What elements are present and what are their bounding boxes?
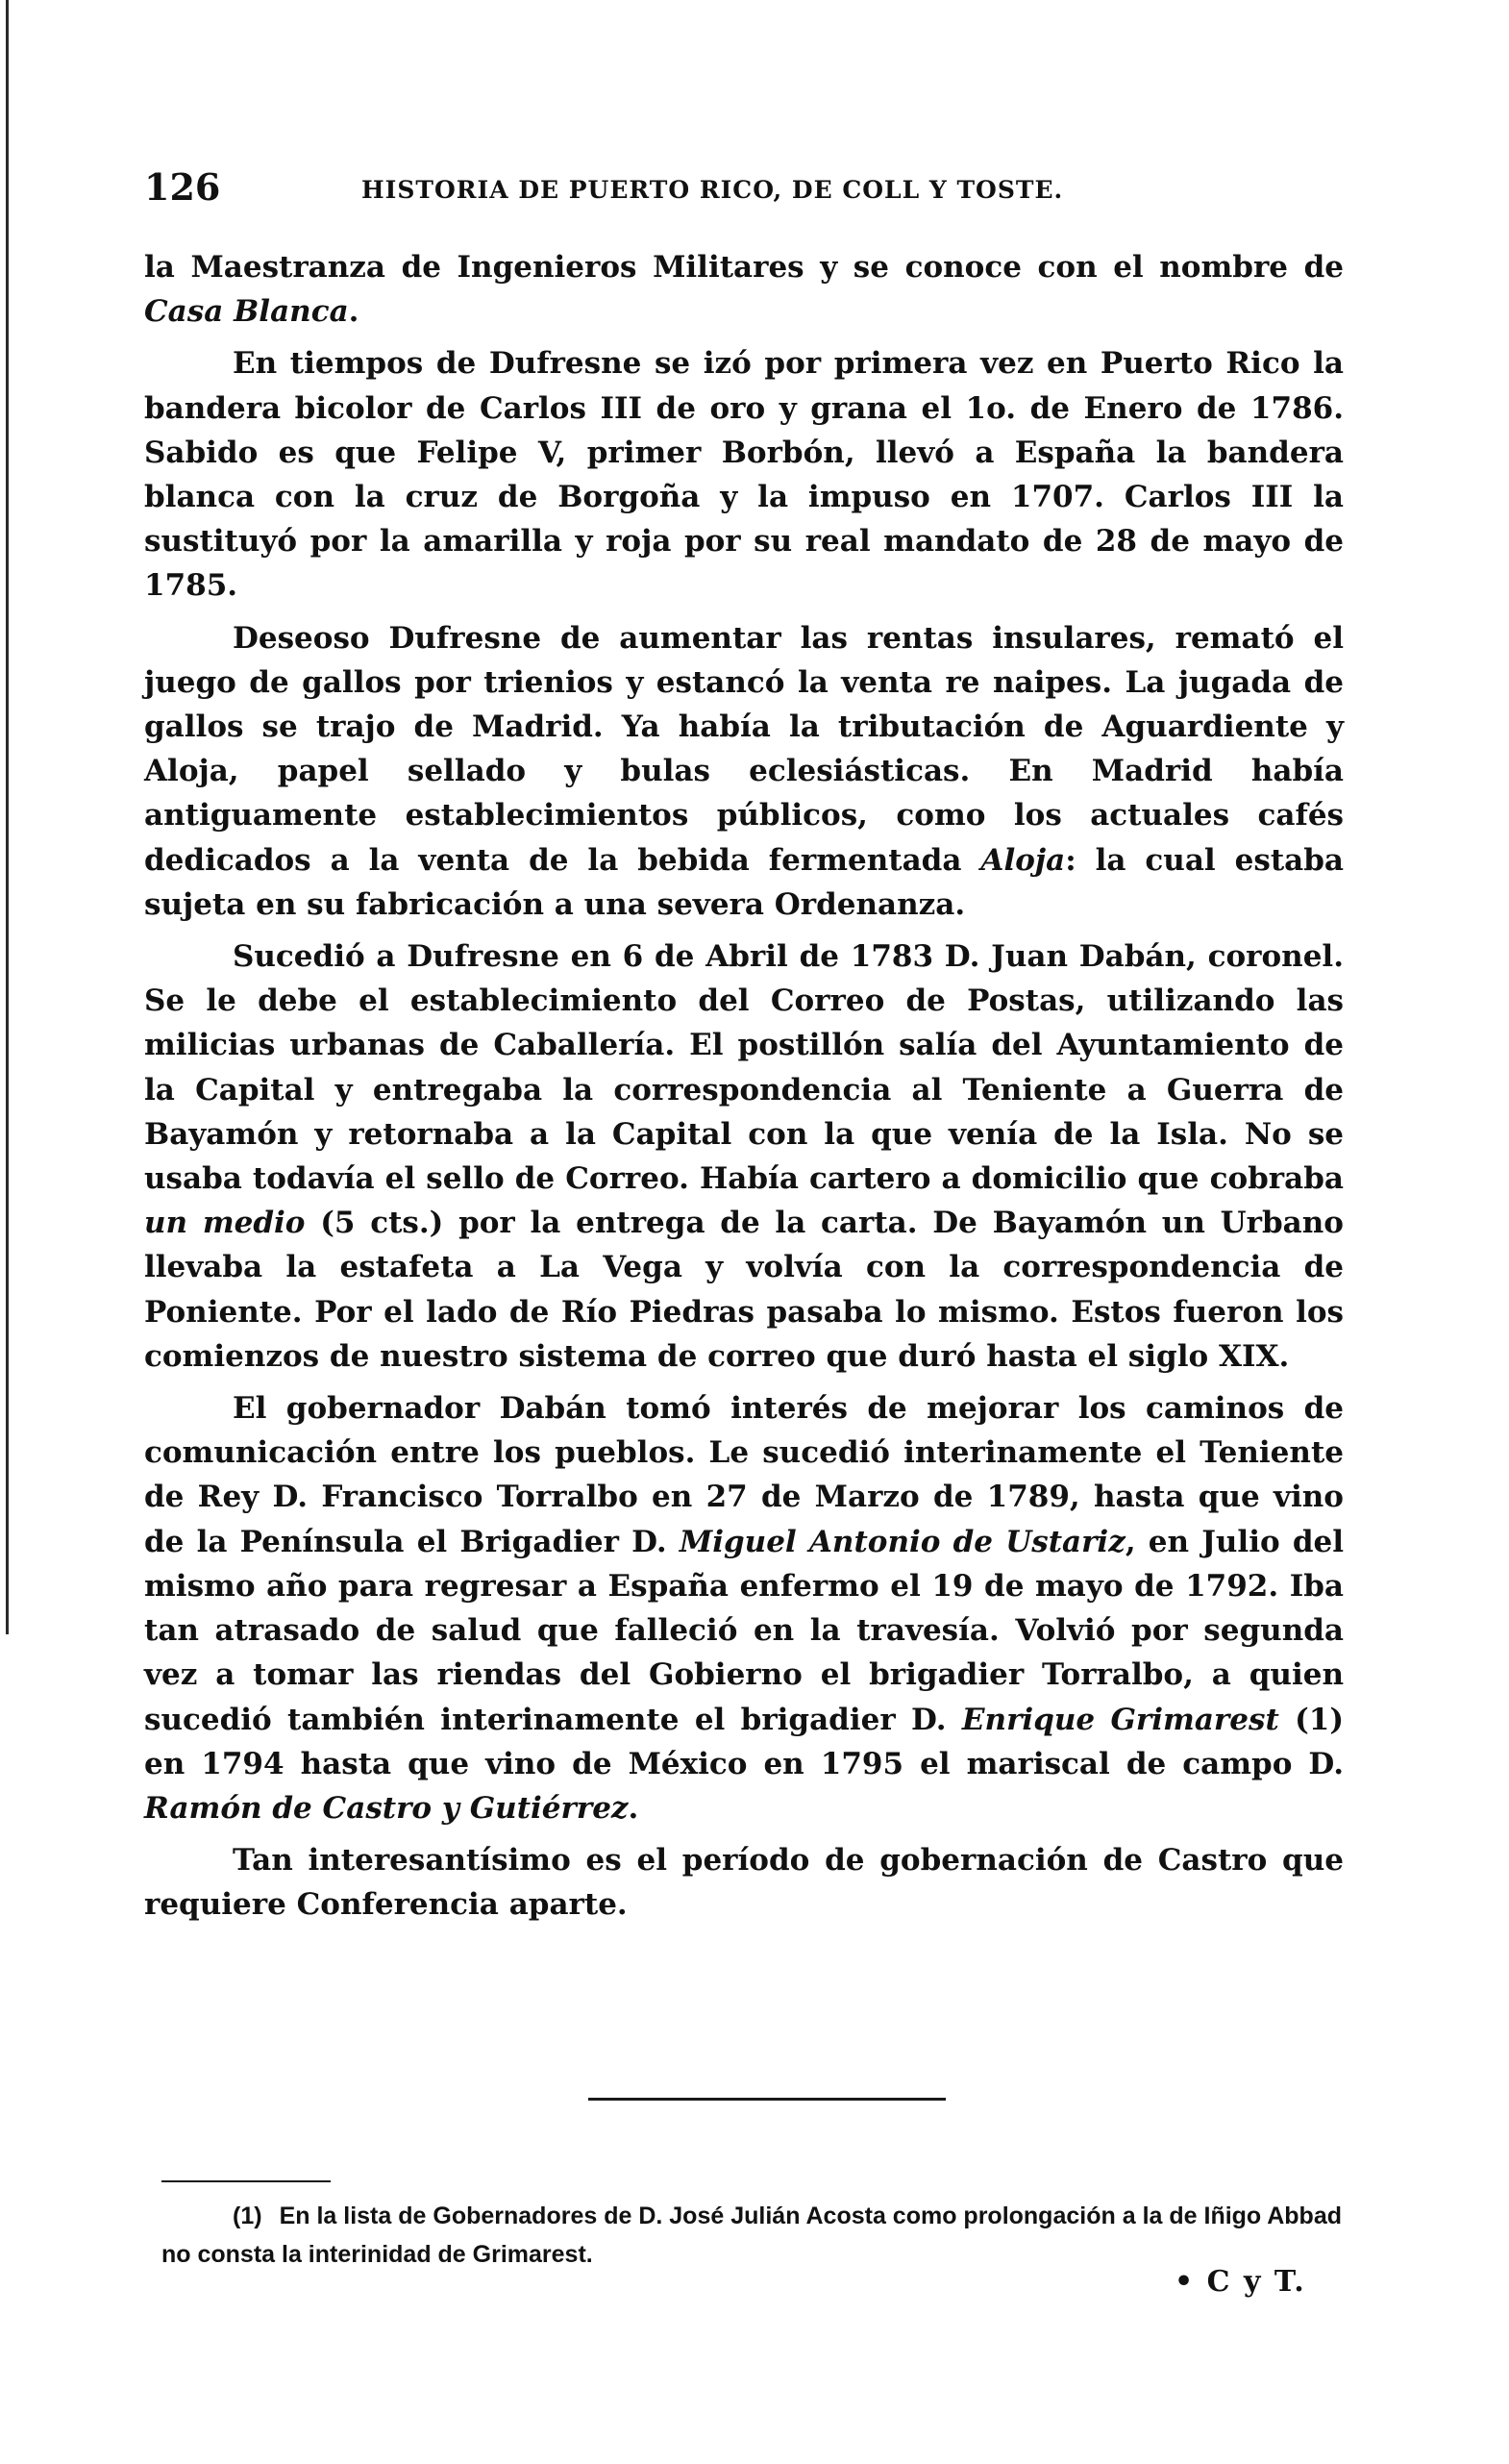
- italic-segment: Aloja: [980, 842, 1066, 878]
- italic-segment: un medio: [144, 1206, 306, 1241]
- footnote-text: En la lista de Gobernadores de D. José Julián Acosta como prolongación a la de Iñigo Abbad no consta la interinidad de Grimarest.: [161, 2203, 1342, 2268]
- text-segment: (5 cts.) por la entrega de la carta. De Bayamón un Urbano llevaba la estafeta a La Vega y volvía con la correspondencia de Poniente. Por el lado de Río Piedras pasaba lo mismo. Estos fueron los comienzos de nuestro sistema de correo que duró hasta el siglo XIX.: [144, 1206, 1344, 1374]
- paragraph: [144, 1386, 1344, 1830]
- footnote-rule: [161, 2180, 331, 2182]
- section-divider: [588, 2098, 946, 2101]
- text-segment: El gobernador Dabán tomó interés de mejorar los caminos de comunicación entre los pueblos. Le sucedió interinamente el Teniente de Rey D. Francisco Torralbo en 27 de Marzo de 1789, hasta que vino de la Península el Brigadier D.: [144, 1391, 1344, 1559]
- paragraph: [144, 1838, 1344, 1927]
- paragraph: [144, 341, 1344, 608]
- text-segment: Tan interesantísimo es el período de gobernación de Castro que requiere Conferencia aparte.: [144, 1843, 1344, 1923]
- text-segment: la Maestranza de Ingenieros Militares y se conoce con el nombre de: [144, 250, 1344, 285]
- italic-segment: Casa Blanca: [144, 294, 349, 330]
- footnote: [161, 2197, 1342, 2274]
- text-segment: , en Julio del mismo año para regresar a España enfermo el 19 de mayo de 1792. Iba tan atrasado de salud que falleció en la travesía. Volvió por segunda vez a tomar las riendas del Gobierno el brigadier Torralbo, a quien sucedió también interinamente el brigadier D.: [144, 1524, 1345, 1737]
- running-title: HISTORIA DE PUERTO RICO, DE COLL Y TOSTE.: [361, 176, 1064, 204]
- page-left-edge-rule: [6, 0, 9, 1634]
- text-segment: En tiempos de Dufresne se izó por primera vez en Puerto Rico la bandera bicolor de Carlos III de oro y grana el 1o. de Enero de 1786. Sabido es que Felipe V, primer Borbón, llevó a España la bandera blanca con la cruz de Borgoña y la impuso en 1707. Carlos III la sustituyó por la amarilla y roja por su real mandato de 28 de mayo de 1785.: [144, 346, 1344, 604]
- signature: • C y T.: [1175, 2265, 1306, 2299]
- paragraph: [144, 934, 1344, 1379]
- italic-segment: Miguel Antonio de Ustariz: [679, 1524, 1126, 1559]
- body-text: [144, 245, 1344, 1928]
- page-number: 126: [144, 165, 221, 209]
- text-segment: : la cual estaba sujeta en su fabricación a una severa Ordenanza.: [144, 842, 1344, 922]
- paragraph: [144, 245, 1344, 334]
- text-segment: Deseoso Dufresne de aumentar las rentas insulares, remató el juego de gallos por trienios y estancó la venta re naipes. La jugada de gallos se trajo de Madrid. Ya había la tributación de Aguardiente y Aloja, papel sellado y bulas eclesiásticas. En Madrid había antiguamente establecimientos públicos, como los actuales cafés dedicados a la venta de la bebida fermentada: [144, 620, 1344, 878]
- italic-segment: Ramón de Castro y Gutiérrez: [144, 1790, 629, 1826]
- text-segment: (1) en 1794 hasta que vino de México en 1795 el mariscal de campo D.: [144, 1702, 1344, 1781]
- paragraph: [144, 616, 1344, 927]
- text-segment: .: [348, 294, 359, 330]
- page-header: [144, 163, 1336, 212]
- italic-segment: Enrique Grimarest: [961, 1702, 1279, 1737]
- footnote-marker: (1): [233, 2203, 262, 2229]
- text-segment: .: [628, 1790, 639, 1826]
- text-segment: Sucedió a Dufresne en 6 de Abril de 1783 D. Juan Dabán, coronel. Se le debe el establecimiento del Correo de Postas, utilizando las milicias urbanas de Caballería. El postillón salía del Ayuntamiento de la Capital y entregaba la correspondencia al Teniente a Guerra de Bayamón y retornaba a la Capital con la que venía de la Isla. No se usaba todavía el sello de Correo. Había cartero a domicilio que cobraba: [144, 939, 1344, 1197]
